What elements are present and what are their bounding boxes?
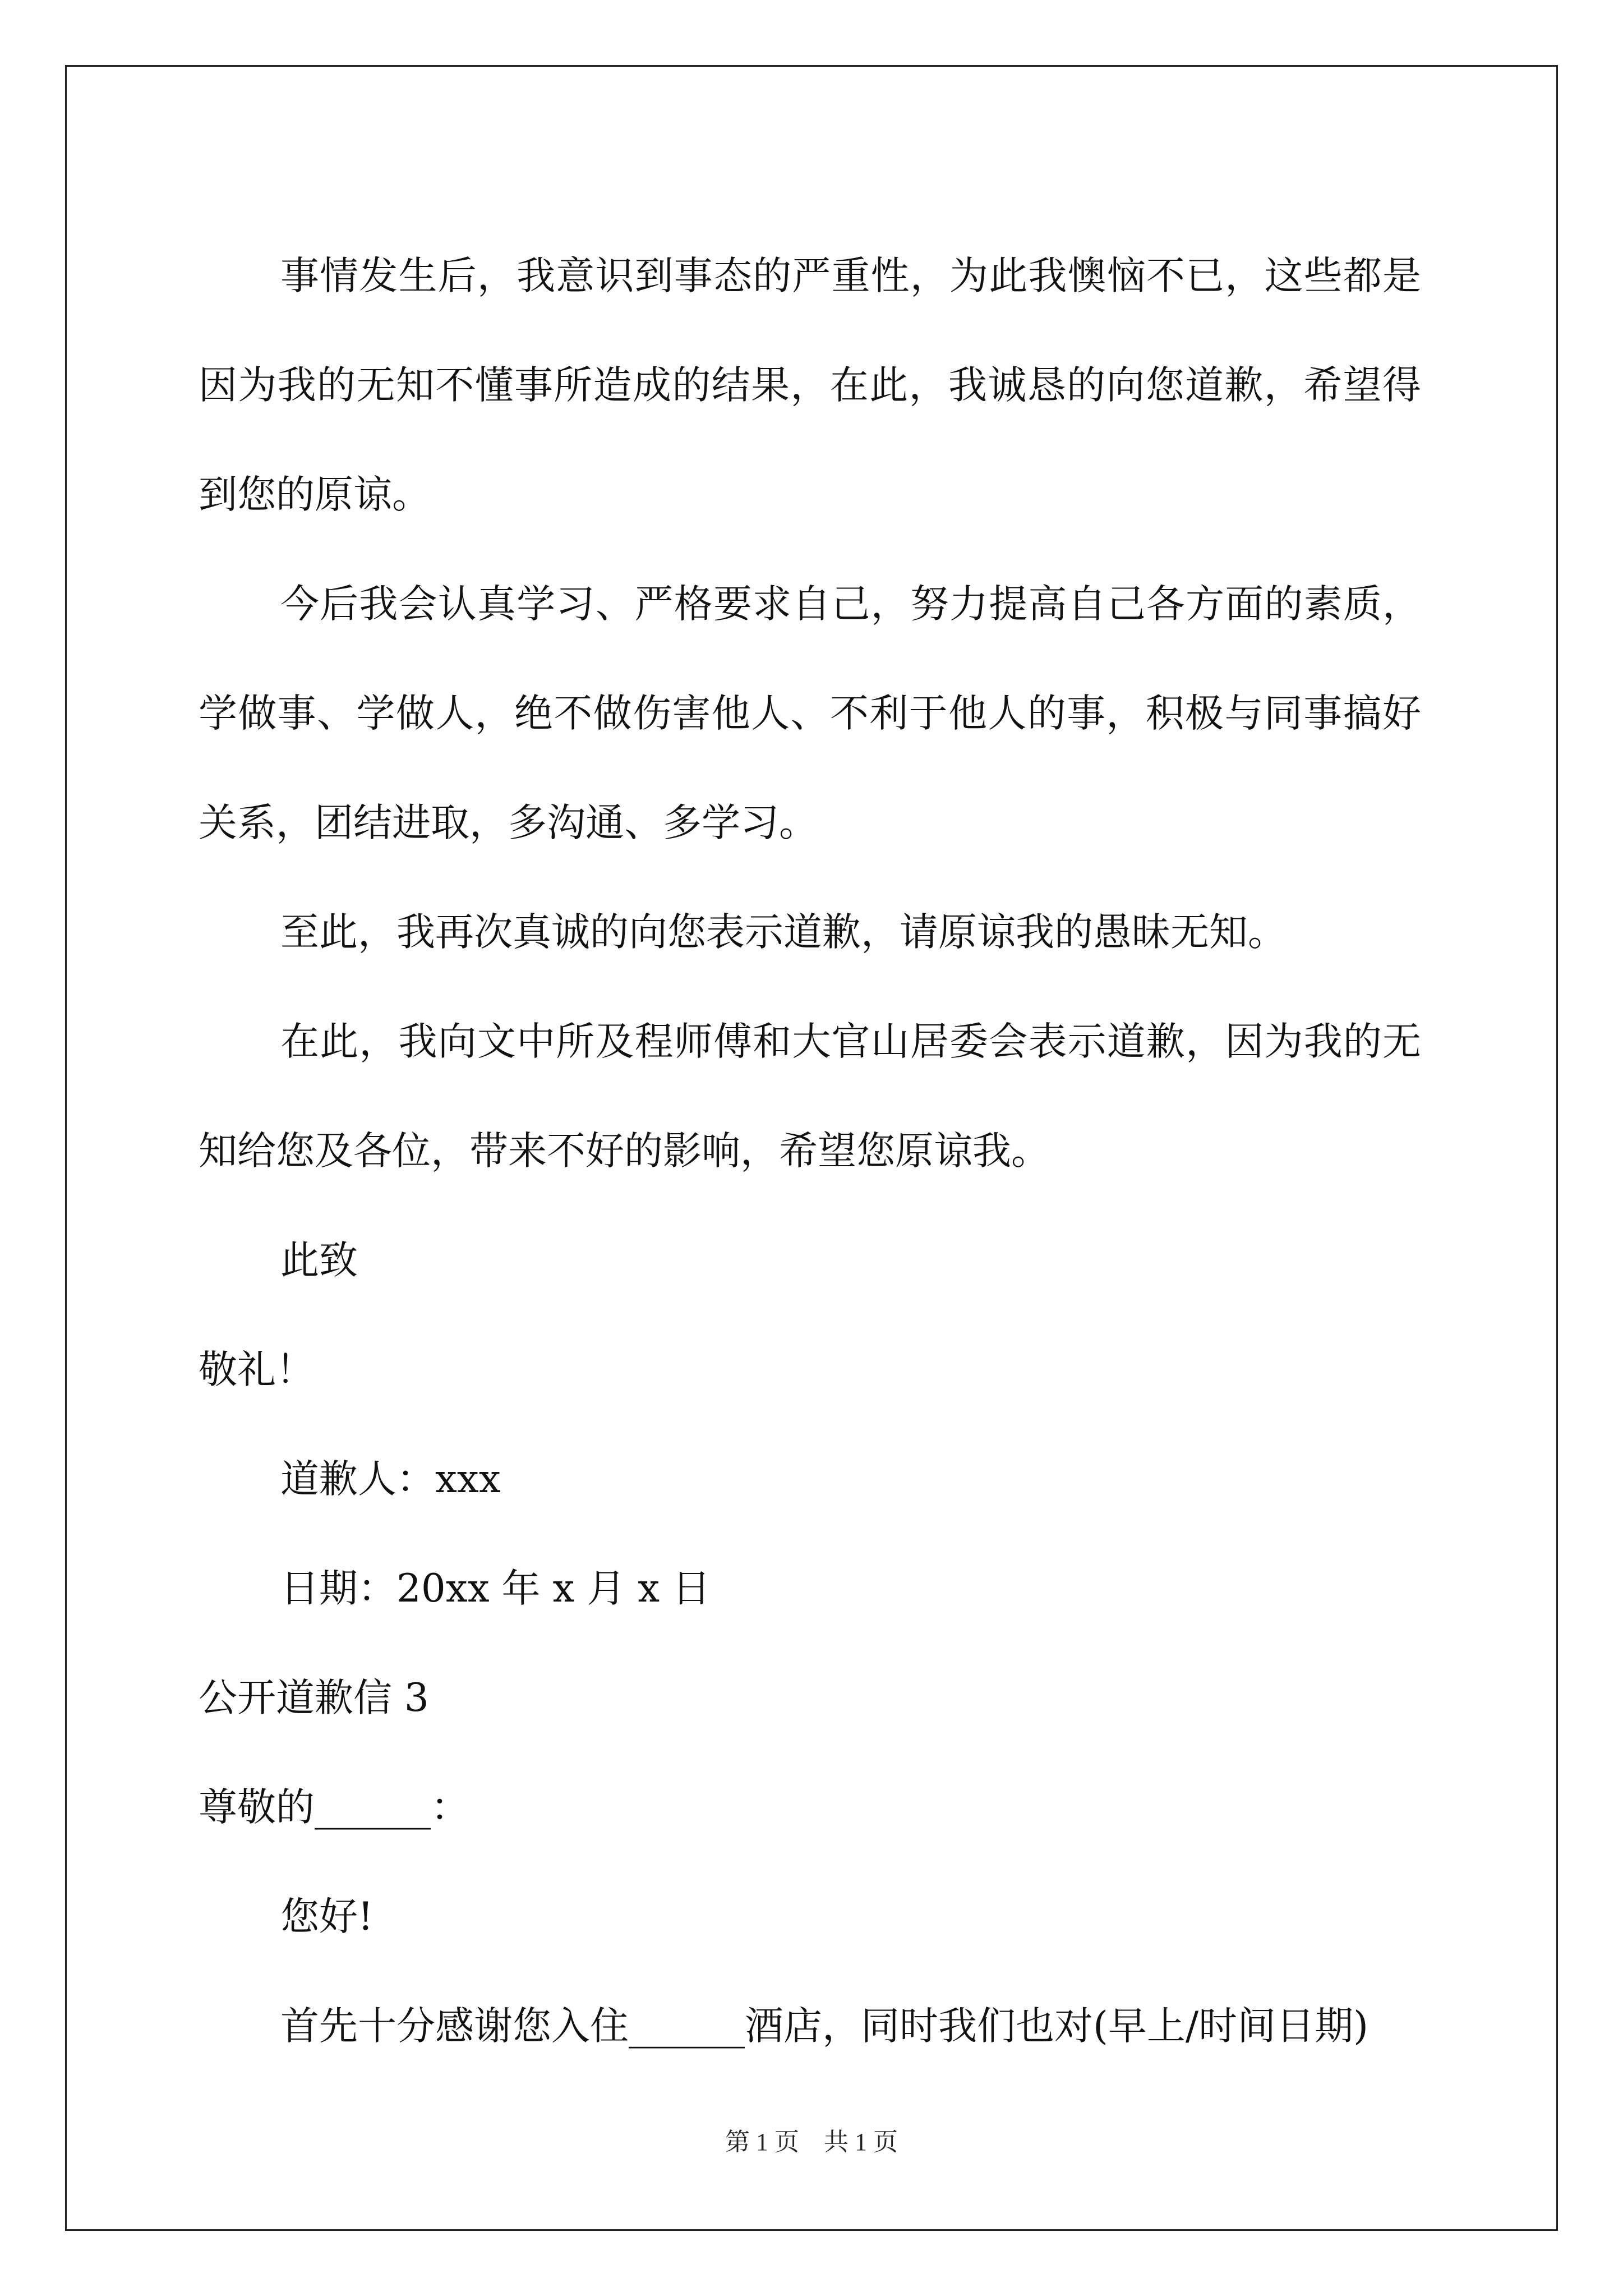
letter-greeting: 尊敬的______： bbox=[199, 1785, 469, 1830]
paragraph-apology-again: 至此，我再次真诚的向您表示道歉，请原谅我的愚昧无知。 bbox=[280, 910, 1287, 955]
page-number-footer: 第 1 页 共 1 页 bbox=[725, 2128, 898, 2156]
letter-hello: 您好! bbox=[280, 1894, 374, 1939]
letter-opening-paragraph: 首先十分感谢您入住______酒店，同时我们也对(早上/时间日期) bbox=[280, 2004, 1369, 2049]
paragraph-commitment: 今后我会认真学习、严格要求自己，努力提高自己各方面的素质，学做事、学做人，绝不做伤害他人、不利于他人的事，积极与同事搞好关系，团结进取，多沟通、多学习。 bbox=[199, 582, 1421, 845]
closing-regards: 敬礼！ bbox=[199, 1347, 315, 1392]
letter-title: 公开道歉信 3 bbox=[199, 1676, 429, 1720]
paragraph-realization: 事情发生后，我意识到事态的严重性，为此我懊恼不已，这些都是因为我的无知不懂事所造成的结果，在此，我诚恳的向您道歉，希望得到您的原谅。 bbox=[199, 254, 1421, 517]
date-line: 日期：20xx 年 x 月 x 日 bbox=[280, 1566, 711, 1611]
document-body bbox=[199, 222, 1421, 2081]
paragraph-apology-to-parties: 在此，我向文中所及程师傅和大官山居委会表示道歉，因为我的无知给您及各位，带来不好的影响，希望您原谅我。 bbox=[199, 1019, 1421, 1174]
signature-line: 道歉人：xxx bbox=[280, 1457, 501, 1502]
closing-salutation: 此致 bbox=[280, 1238, 358, 1283]
